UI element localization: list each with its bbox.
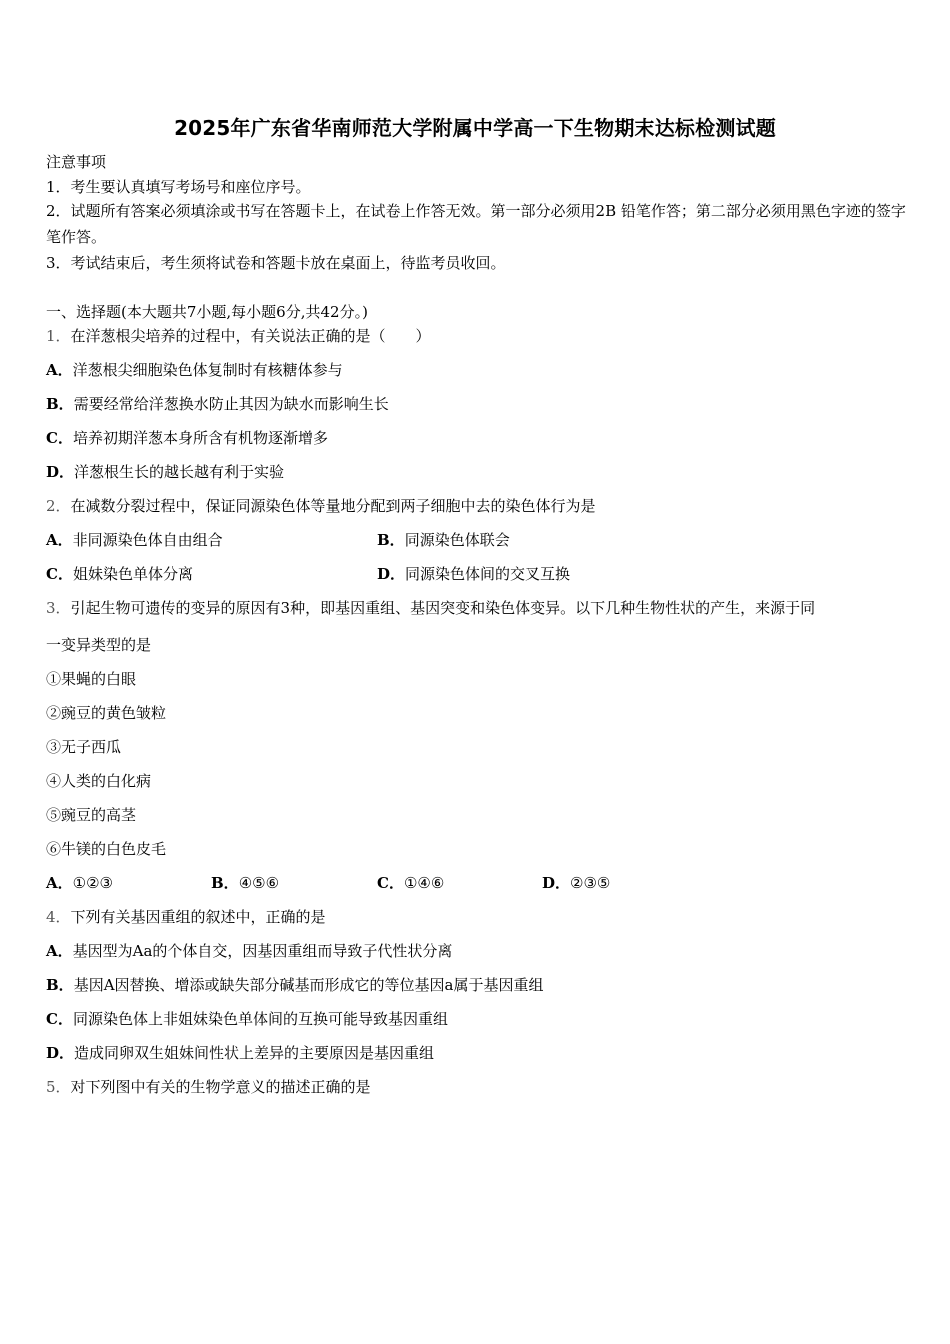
- option-label: D．: [46, 463, 75, 481]
- option-text: ②③⑤: [570, 874, 611, 892]
- option-4c: [46, 1009, 448, 1029]
- option-label: A．: [46, 942, 73, 960]
- option-4d: [46, 1043, 434, 1063]
- option-label: B．: [46, 976, 74, 994]
- question-4-stem: [46, 907, 326, 927]
- option-4b: [46, 975, 543, 995]
- option-label: D．: [377, 565, 406, 583]
- option-label: A．: [46, 361, 73, 379]
- option-label: C．: [46, 429, 73, 447]
- notice-item-3: 3．考试结束后，考生须将试卷和答题卡放在桌面上，待监考员收回。: [46, 254, 506, 272]
- question-text: 对下列图中有关的生物学意义的描述正确的是: [70, 1078, 371, 1096]
- question-text: 在减数分裂过程中，保证同源染色体等量地分配到两子细胞中去的染色体行为是: [70, 497, 596, 515]
- option-text: 培养初期洋葱本身所含有机物逐渐增多: [72, 429, 328, 447]
- option-text: 基因A因替换、增添或缺失部分碱基而形成它的等位基因a属于基因重组: [73, 976, 544, 994]
- option-text: 洋葱根尖细胞染色体复制时有核糖体参与: [72, 361, 343, 379]
- option-text: 姐妹染色单体分离: [72, 565, 193, 583]
- option-1d: [46, 462, 284, 482]
- q3-item-4: ④人类的白化病: [46, 772, 152, 790]
- option-1b: [46, 394, 389, 414]
- question-text: 引起生物可遗传的变异的原因有3种，即基因重组、基因突变和染色体变异。以下几种生物性状的产生，来源于同: [70, 599, 816, 617]
- q3-item-1: ①果蝇的白眼: [46, 670, 137, 688]
- option-2d: [377, 564, 570, 584]
- q3-item-5: ⑤豌豆的高茎: [46, 806, 137, 824]
- option-1c: [46, 428, 328, 448]
- option-1a: [46, 360, 343, 380]
- option-3d: [542, 873, 610, 893]
- section-heading: 一、选择题(本大题共7小题,每小题6分,共42分。): [46, 303, 368, 321]
- q3-item-2: ②豌豆的黄色皱粒: [46, 704, 167, 722]
- option-text: ①④⑥: [403, 874, 445, 892]
- notice-item-1: 1．考生要认真填写考场号和座位序号。: [46, 178, 311, 196]
- option-3b: [211, 873, 279, 893]
- option-2b: [377, 530, 510, 550]
- option-label: D．: [46, 1044, 75, 1062]
- notice-heading: 注意事项: [46, 153, 107, 171]
- option-label: D．: [542, 874, 571, 892]
- q3-item-3: ③无子西瓜: [46, 738, 122, 756]
- option-label: B．: [46, 395, 74, 413]
- option-label: A．: [46, 531, 73, 549]
- option-label: C．: [46, 1010, 73, 1028]
- q3-item-6: ⑥牛镁的白色皮毛: [46, 840, 167, 858]
- option-label: B．: [377, 531, 405, 549]
- question-number: 1．: [46, 327, 71, 345]
- question-2-stem: [46, 496, 596, 516]
- option-label: A．: [46, 874, 73, 892]
- option-label: C．: [46, 565, 73, 583]
- question-text: 下列有关基因重组的叙述中，正确的是: [70, 908, 326, 926]
- question-3-stem: [46, 598, 815, 618]
- question-number: 4．: [46, 908, 71, 926]
- option-label: C．: [377, 874, 404, 892]
- page-title: 2025年广东省华南师范大学附属中学高一下生物期末达标检测试题: [174, 116, 776, 140]
- question-number: 3．: [46, 599, 71, 617]
- option-text: ①②③: [72, 874, 113, 892]
- question-text: 在洋葱根尖培养的过程中，有关说法正确的是（ ）: [70, 327, 431, 345]
- option-text: 同源染色体间的交叉互换: [405, 565, 571, 583]
- option-text: 同源染色体联会: [404, 531, 510, 549]
- notice-item-2: 2．试题所有答案必须填涂或书写在答题卡上，在试卷上作答无效。第一部分必须用2B 铅笔作答；第二部分必须用黑色字迹的签字笔作答。: [46, 202, 906, 246]
- option-label: B．: [211, 874, 239, 892]
- option-text: 非同源染色体自由组合: [72, 531, 223, 549]
- option-text: 洋葱根生长的越长越有利于实验: [74, 463, 285, 481]
- option-text: 需要经常给洋葱换水防止其因为缺水而影响生长: [73, 395, 389, 413]
- option-text: 同源染色体上非姐妹染色单体间的互换可能导致基因重组: [72, 1010, 448, 1028]
- option-2c: [46, 564, 193, 584]
- question-3-stem-cont: 一变异类型的是: [46, 636, 152, 654]
- question-1-stem: [46, 326, 431, 346]
- question-number: 2．: [46, 497, 71, 515]
- option-2a: [46, 530, 223, 550]
- option-text: 造成同卵双生姐妹间性状上差异的主要原因是基因重组: [74, 1044, 435, 1062]
- option-text: 基因型为Aa的个体自交，因基因重组而导致子代性状分离: [72, 942, 453, 960]
- option-3c: [377, 873, 444, 893]
- question-number: 5．: [46, 1078, 71, 1096]
- question-5-stem: [46, 1077, 371, 1097]
- option-3a: [46, 873, 113, 893]
- option-text: ④⑤⑥: [238, 874, 280, 892]
- option-4a: [46, 941, 452, 961]
